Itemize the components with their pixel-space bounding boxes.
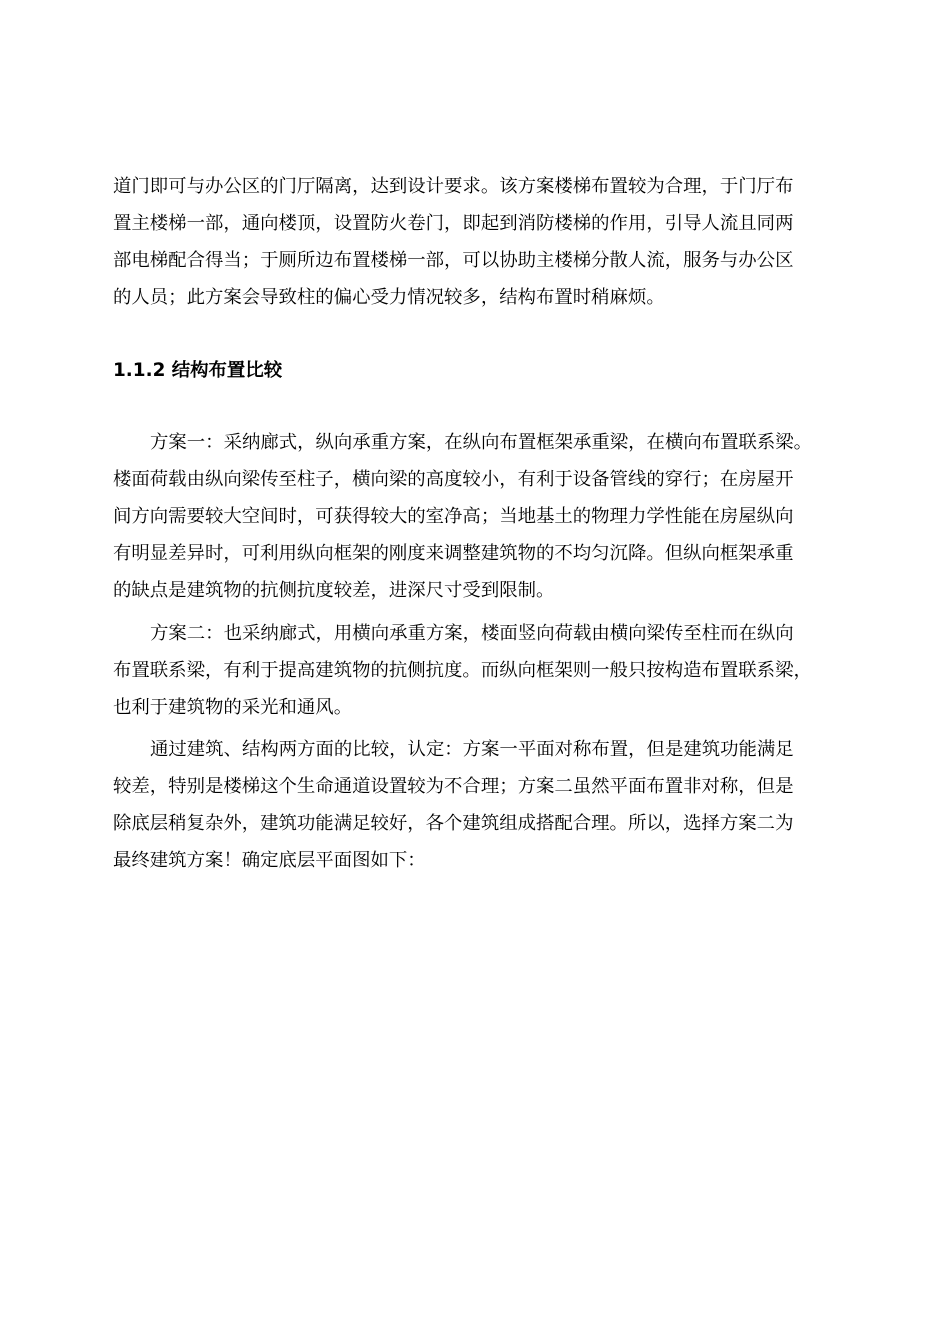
paragraph-line: 楼面荷载由纵向梁传至柱子，横向梁的高度较小，有利于设备管线的穿行；在房屋开 xyxy=(113,469,794,490)
paragraph-line: 的人员；此方案会导致柱的偏心受力情况较多，结构布置时稍麻烦。 xyxy=(113,287,665,308)
paragraph-line: 间方向需要较大空间时，可获得较大的室净高；当地基土的物理力学性能在房屋纵向 xyxy=(113,506,794,527)
paragraph-line: 的缺点是建筑物的抗侧抗度较差，进深尺寸受到限制。 xyxy=(113,580,555,601)
paragraph-line: 方案一：采纳廊式，纵向承重方案，在纵向布置框架承重梁，在横向布置联系梁。 xyxy=(150,432,813,453)
paragraph-line: 通过建筑、结构两方面的比较，认定：方案一平面对称布置，但是建筑功能满足 xyxy=(150,739,794,760)
paragraph-line: 较差，特别是楼梯这个生命通道设置较为不合理；方案二虽然平面布置非对称，但是 xyxy=(113,776,794,797)
paragraph-line: 布置联系梁，有利于提高建筑物的抗侧抗度。而纵向框架则一般只按构造布置联系梁， xyxy=(113,660,812,681)
paragraph-line: 也利于建筑物的采光和通风。 xyxy=(113,697,353,718)
paragraph-line: 最终建筑方案！确定底层平面图如下： xyxy=(113,850,426,871)
paragraph-line: 有明显差异时，可利用纵向框架的刚度来调整建筑物的不均匀沉降。但纵向框架承重 xyxy=(113,543,794,564)
section-heading: 1.1.2 结构布置比较 xyxy=(113,360,283,381)
paragraph-line: 部电梯配合得当；于厕所边布置楼梯一部，可以协助主楼梯分散人流，服务与办公区 xyxy=(113,250,794,271)
paragraph-line: 道门即可与办公区的门厅隔离，达到设计要求。该方案楼梯布置较为合理，于门厅布 xyxy=(113,176,794,197)
paragraph-line: 除底层稍复杂外，建筑功能满足较好，各个建筑组成搭配合理。所以，选择方案二为 xyxy=(113,813,794,834)
paragraph-line: 方案二：也采纳廊式，用横向承重方案，楼面竖向荷载由横向梁传至柱而在纵向 xyxy=(150,623,794,644)
paragraph-line: 置主楼梯一部，通向楼顶，设置防火卷门，即起到消防楼梯的作用，引导人流且同两 xyxy=(113,213,794,234)
